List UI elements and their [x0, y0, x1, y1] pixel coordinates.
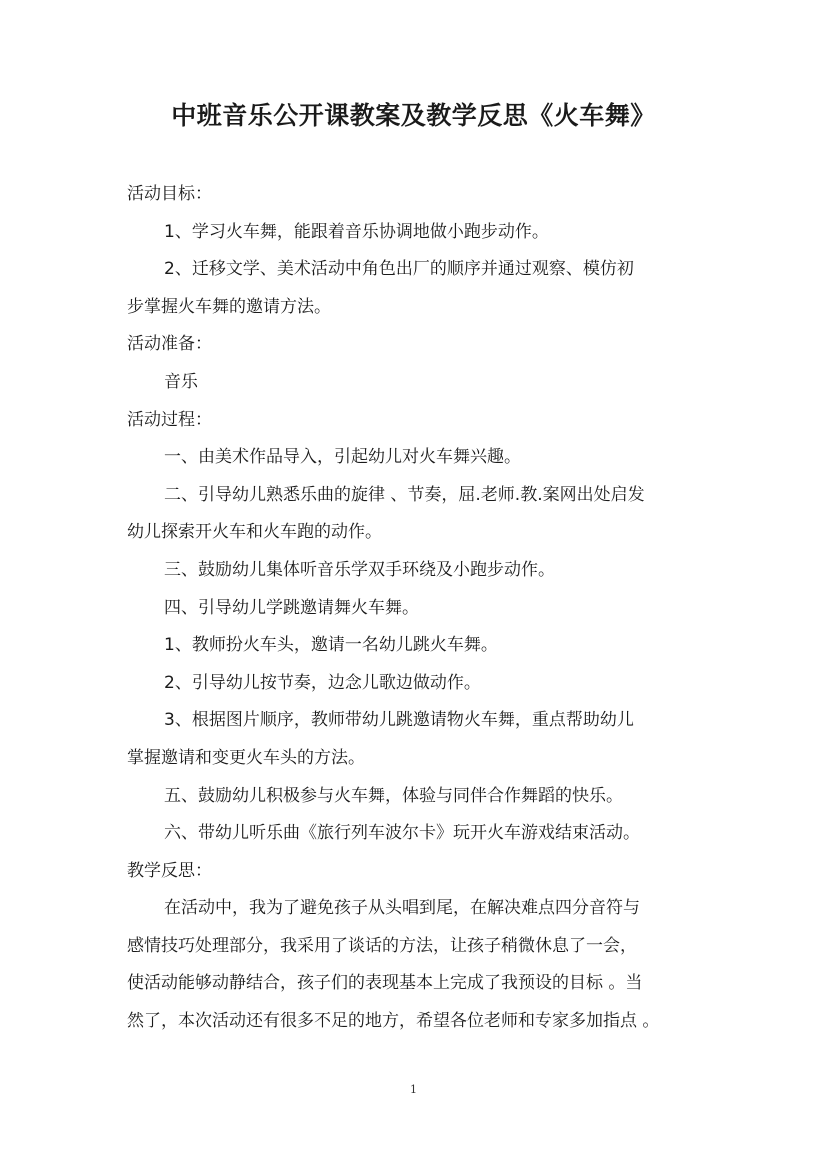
- paragraph-line: 使活动能够动静结合，孩子们的表现基本上完成了我预设的目标 。当: [127, 973, 643, 994]
- paragraph-line: 四、引导幼儿学跳邀请舞火车舞。: [164, 597, 419, 618]
- heading-activity-preparation: 活动准备：: [127, 334, 212, 355]
- paragraph-line: 掌握邀请和变更火车头的方法。: [127, 747, 365, 768]
- paragraph-line: 三、鼓励幼儿集体听音乐学双手环绕及小跑步动作。: [164, 559, 555, 580]
- paragraph-line: 二、引导幼儿熟悉乐曲的旋律 、节奏，屈.老师.教.案网出处启发: [164, 484, 645, 505]
- paragraph-line: 2、引导幼儿按节奏，边念儿歌边做动作。: [164, 672, 481, 693]
- paragraph-line: 3、根据图片顺序，教师带幼儿跳邀请物火车舞，重点帮助幼儿: [164, 710, 634, 731]
- paragraph-line: 音乐: [164, 371, 198, 392]
- paragraph-line: 步掌握火车舞的邀请方法。: [127, 296, 331, 317]
- heading-activity-process: 活动过程：: [127, 409, 212, 430]
- paragraph-line: 感情技巧处理部分，我采用了谈话的方法，让孩子稍微休息了一会，: [127, 935, 637, 956]
- paragraph-line: 幼儿探索开火车和火车跑的动作。: [127, 522, 382, 543]
- heading-teaching-reflection: 教学反思：: [127, 860, 212, 881]
- paragraph-line: 1、学习火车舞，能跟着音乐协调地做小跑步动作。: [164, 221, 549, 242]
- document-title: 中班音乐公开课教案及教学反思《火车舞》: [171, 101, 656, 130]
- paragraph-line: 然了，本次活动还有很多不足的地方，希望各位老师和专家多加指点 。: [127, 1011, 660, 1032]
- paragraph-line: 一、由美术作品导入，引起幼儿对火车舞兴趣。: [164, 447, 521, 468]
- paragraph-line: 在活动中，我为了避免孩子从头唱到尾，在解决难点四分音符与: [164, 898, 640, 919]
- paragraph-line: 六、带幼儿听乐曲《旅行列车波尔卡》玩开火车游戏结束活动。: [164, 823, 640, 844]
- paragraph-line: 1、教师扮火车头，邀请一名幼儿跳火车舞。: [164, 635, 498, 656]
- paragraph-line: 2、迁移文学、美术活动中角色出厂的顺序并通过观察、模仿初: [164, 259, 634, 280]
- page-number: 1: [410, 1083, 417, 1096]
- heading-activity-goals: 活动目标：: [127, 184, 212, 204]
- paragraph-line: 五、鼓励幼儿积极参与火车舞，体验与同伴合作舞蹈的快乐。: [164, 785, 623, 806]
- document-body: [127, 176, 717, 1041]
